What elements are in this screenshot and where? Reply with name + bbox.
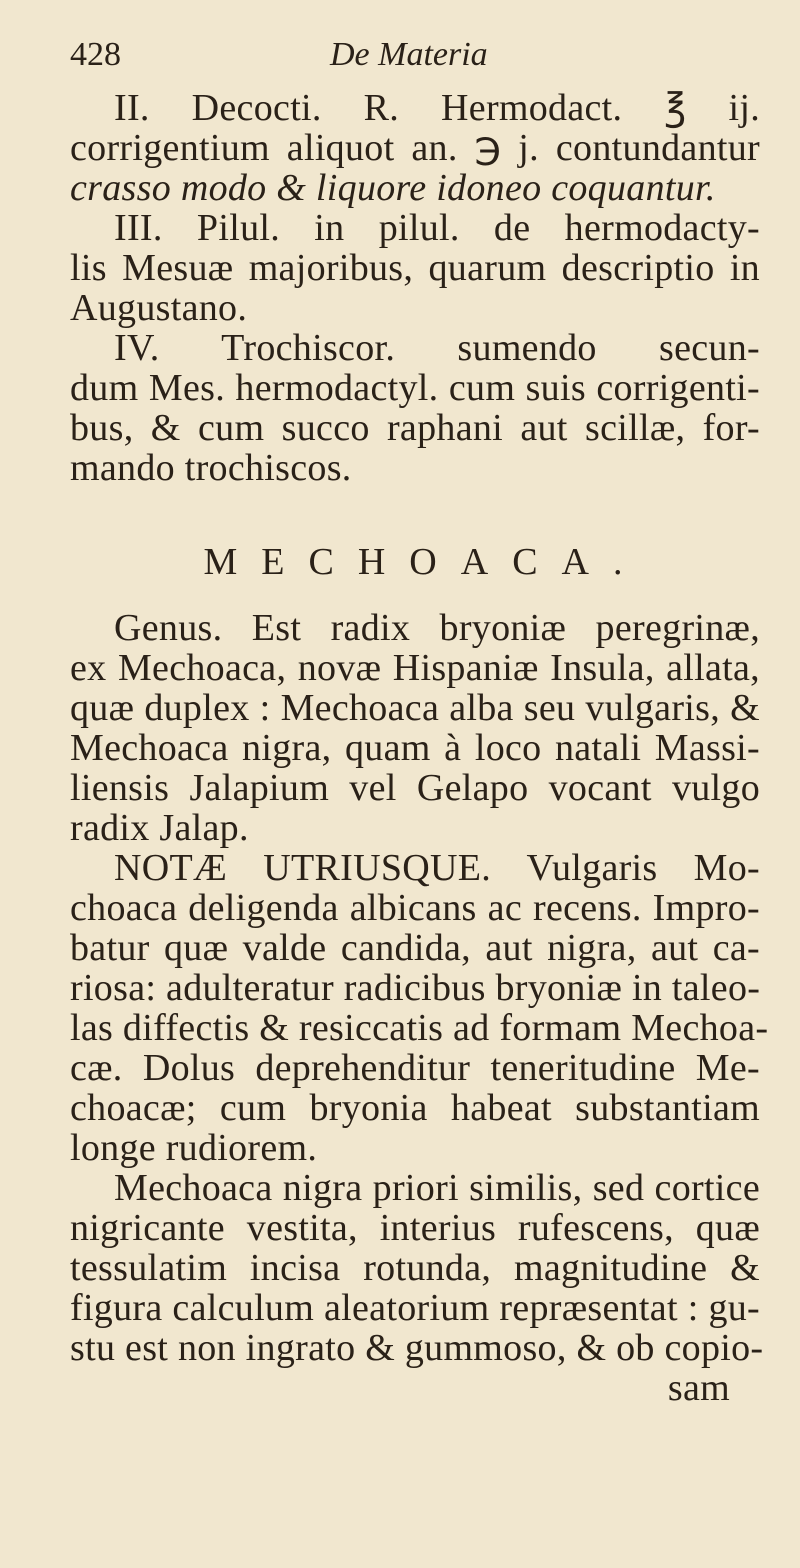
text-line: IV. Trochiscor. sumendo secun- [114, 327, 760, 369]
text-line: III. Pilul. in pilul. de hermodacty- [114, 207, 760, 249]
text-line: dum Mes. hermodactyl. cum suis corrigenti- [70, 367, 760, 409]
text-line: corrigentium aliquot an. ℈ j. contundantur [70, 127, 760, 169]
text-line: NOTÆ UTRIUSQUE. Vulgaris Mo- [114, 847, 760, 889]
text-line: Mechoaca nigra priori similis, sed cortice [114, 1167, 760, 1209]
text-line: stu est non ingrato & gummoso, & ob copio- [70, 1327, 764, 1369]
running-head [70, 36, 760, 88]
text-line: las diffectis & resiccatis ad formam Mechoa- [70, 1007, 769, 1049]
text-line: cæ. Dolus deprehenditur teneritudine Me- [70, 1047, 760, 1089]
text-line: tessulatim incisa rotunda, magnitudine & [70, 1247, 760, 1289]
text-line: bus, & cum succo raphani aut scillæ, for- [70, 407, 760, 449]
section-spacer [70, 488, 760, 534]
entry-decocti [70, 88, 760, 208]
text-line: mando trochiscos. [70, 447, 352, 489]
text-line: liensis Jalapium vel Gelapo vocant vulgo [70, 767, 760, 809]
text-line: batur quæ valde candida, aut nigra, aut ca- [70, 927, 760, 969]
text-line: riosa: adulteratur radicibus bryoniæ in taleo- [70, 967, 761, 1009]
text-line: choacæ; cum bryonia habeat substantiam [70, 1087, 760, 1129]
text-line: nigricante vestita, interius rufescens, quæ [70, 1207, 760, 1249]
text-line: radix Jalap. [70, 807, 249, 849]
text-line: crasso modo & liquore idoneo coquantur. [70, 167, 716, 209]
text-line: figura calculum aleatorium repræsentat : gu- [70, 1287, 760, 1329]
page-number: 428 [70, 36, 121, 73]
entry-pilul [70, 208, 760, 328]
text-line: longe rudiorem. [70, 1127, 318, 1169]
text-line: II. Decocti. R. Hermodact. ℥ ij. [114, 87, 760, 129]
entry-trochiscor [70, 328, 760, 488]
text-line: Mechoaca nigra, quam à loco natali Massi- [70, 727, 760, 769]
running-title: De Materia [330, 36, 488, 73]
text-line: lis Mesuæ majoribus, quarum descriptio in [70, 247, 760, 289]
text-line: Genus. Est radix bryoniæ peregrinæ, [114, 607, 760, 649]
text-line: quæ duplex : Mechoaca alba seu vulgaris, & [70, 687, 760, 729]
paragraph-mechoaca-nigra [70, 1167, 764, 1409]
paragraph-notae [70, 847, 769, 1169]
text-line: Augustano. [70, 287, 248, 329]
text-line: ex Mechoaca, novæ Hispaniæ Insula, allata, [70, 647, 760, 689]
text-line: choaca deligenda albicans ac recens. Impro- [70, 887, 760, 929]
section-heading: MECHOACA. [203, 541, 647, 583]
paragraph-genus [70, 608, 760, 848]
catchword: sam [667, 1367, 730, 1409]
